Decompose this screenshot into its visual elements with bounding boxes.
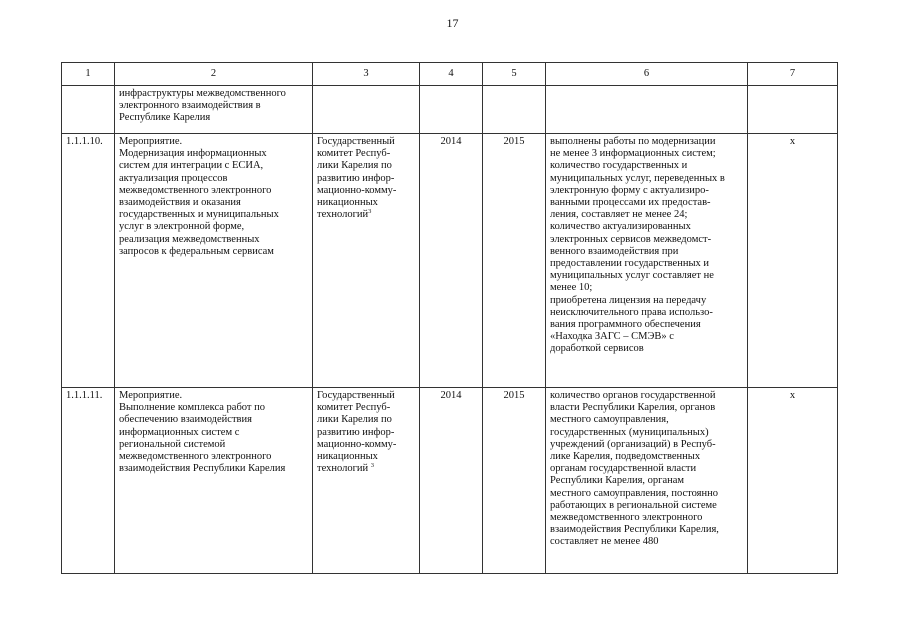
row-start-year: 2014 [420,134,483,388]
row-executor [313,86,420,134]
column-header: 3 [313,63,420,86]
row-number [62,86,115,134]
row-number: 1.1.1.11. [62,388,115,574]
row-executor [313,388,420,574]
column-header: 7 [748,63,838,86]
executor-footnote: 3 [370,462,375,470]
executor-text: Государственный комитет Респуб- лики Карелия по развитию инфор- мационно-комму- никационных технологий [317,390,397,475]
column-header: 5 [483,63,546,86]
row-result [546,86,748,134]
row-mark: х [748,134,838,388]
row-start-year: 2014 [420,388,483,574]
row-description: инфраструктуры межведомственного электронного взаимодействия в Республике Карелия [115,86,313,134]
row-description: Мероприятие. Выполнение комплекса работ по обеспечению взаимодействия информационных систем с региональной системой межведомственного электронного взаимодействия Республики Карелия [115,388,313,574]
table-row [62,134,838,388]
row-executor [313,134,420,388]
page-number: 17 [446,16,459,30]
row-result: выполнены работы по модернизации не менее 3 информационных систем; количество государственных и муниципальных услуг, переведенных в электронную форму с актуализиро- ванными процессами их предостав- ления, составляет не менее 24; количество актуализированных электронных сервисов межведомст- венного взаимодействия при предоставлении государственных и муниципальных услуг составляет не менее 10; приобретена лицензия на передачу неисключительного права использо- вания программного обеспечения «Находка ЗАГС – СМЭВ» с доработкой сервисов [546,134,748,388]
row-end-year [483,86,546,134]
row-end-year: 2015 [483,134,546,388]
column-header: 2 [115,63,313,86]
program-table [61,62,838,574]
row-number: 1.1.1.10. [62,134,115,388]
column-header: 4 [420,63,483,86]
row-start-year [420,86,483,134]
table-header-row [62,63,838,86]
row-mark: х [748,388,838,574]
table-row [62,86,838,134]
executor-text: Государственный комитет Респуб- лики Карелия по развитию инфор- мационно-комму- никационных технологий [317,136,397,221]
row-mark [748,86,838,134]
row-end-year: 2015 [483,388,546,574]
column-header: 1 [62,63,115,86]
row-result: количество органов государственной власти Республики Карелия, органов местного самоуправления, государственных (муниципальных) учреждений (организаций) в Респуб- лике Карелия, подведомственных органам государственной власти Республики Карелия, органам местного самоуправления, постоянно работающих в региональной системе межведомственного электронного взаимодействия Республики Карелия, составляет не менее 480 [546,388,748,574]
executor-footnote: 3 [368,208,372,216]
column-header: 6 [546,63,748,86]
row-description: Мероприятие. Модернизация информационных систем для интеграции с ЕСИА, актуализация процессов межведомственного электронного взаимодействия и оказания государственных и муниципальных услуг в электронной форме, реализация межведомственных запросов к федеральным сервисам [115,134,313,388]
table-row [62,388,838,574]
